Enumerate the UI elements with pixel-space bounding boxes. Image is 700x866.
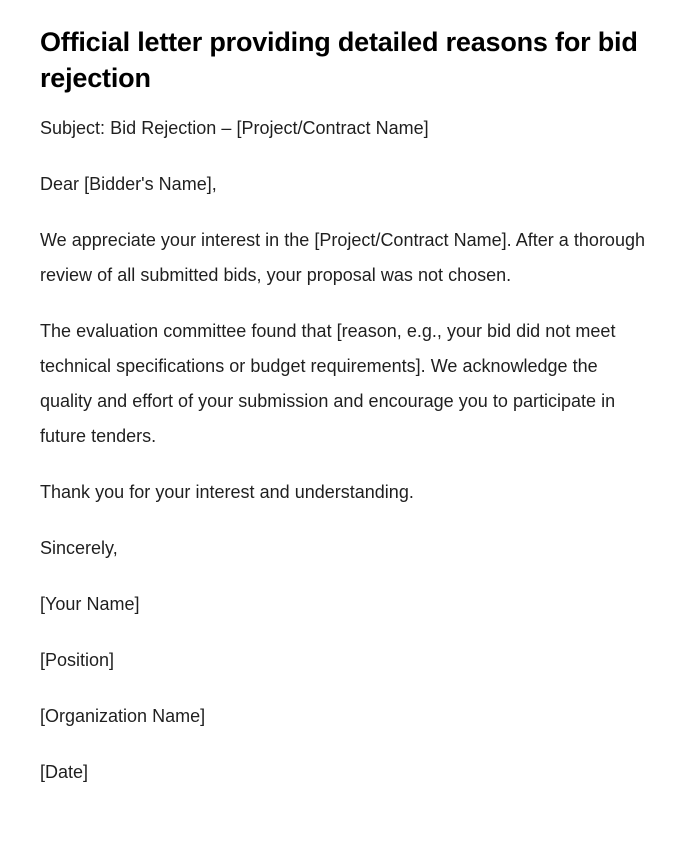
appreciation-paragraph: We appreciate your interest in the [Project/Contract Name]. After a thorough review of all submitted bids, your proposal was not chosen. [40,229,645,285]
signature-position: [Position] [40,649,115,670]
signature-organization: [Organization Name] [40,705,206,726]
subject-line: Subject: Bid Rejection – [Project/Contract Name] [40,117,429,138]
signature-name: [Your Name] [40,593,140,614]
signature-date: [Date] [40,761,89,782]
closing-thanks: Thank you for your interest and understanding. [40,481,414,502]
letter-body [40,111,645,790]
page-title: Official letter providing detailed reasons for bid rejection [40,27,638,93]
sign-off: Sincerely, [40,537,118,558]
evaluation-paragraph: The evaluation committee found that [reason, e.g., your bid did not meet technical specifications or budget requirements]. We acknowledge the quality and effort of your submission and encourage you to participate in future tenders. [40,320,616,446]
salutation: Dear [Bidder's Name], [40,173,217,194]
